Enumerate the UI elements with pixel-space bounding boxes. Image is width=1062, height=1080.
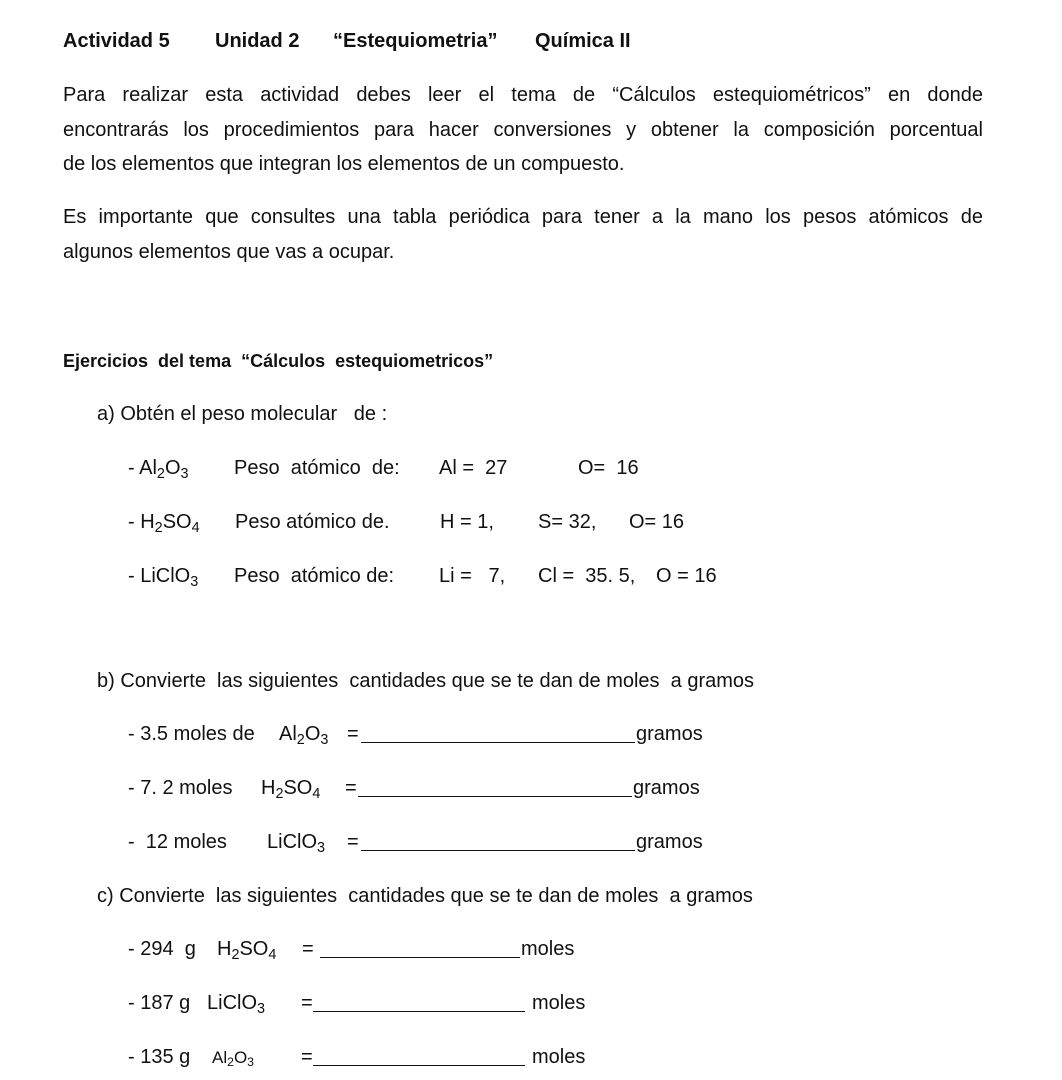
section-c-row-2-equals: = [301, 992, 313, 1014]
section-c-row-3-unit: moles [532, 1046, 586, 1068]
section-b-row-1-quantity: - 3.5 moles de [128, 723, 255, 745]
section-c-row-3-formula: $Al_2O_3$ [212, 1048, 254, 1070]
section-c-title: c) Convierte las siguientes cantidades que se te dan de moles a gramos [97, 885, 753, 907]
exercises-title: Ejercicios del tema “Cálculos estequiometricos” [63, 351, 494, 371]
section-c-row-1-formula: $H_2SO_4$ [217, 938, 277, 964]
section-b-row-1-formula: $Al_2O_3$ [279, 723, 329, 749]
row-prefix: - [128, 457, 140, 479]
section-b-row-1-unit: gramos [636, 723, 703, 745]
section-b-title: b) Convierte las siguientes cantidades que se te dan de moles a gramos [97, 670, 755, 692]
formula-subscript: 2 [154, 520, 163, 537]
section-c-row-1-answer-blank[interactable] [320, 939, 520, 962]
formula-subscript: 4 [312, 786, 321, 803]
chemical-formula: LiClO$_3$ [140, 565, 199, 591]
formula-subscript: 4 [191, 520, 200, 537]
section-a-row-2-value-3: O= 16 [629, 511, 685, 533]
formula-subscript: 2 [231, 947, 240, 964]
intro-paragraph-2 [63, 200, 983, 269]
section-b-row-2-answer-blank[interactable] [358, 778, 632, 801]
header-tema: “Estequiometria” [333, 30, 498, 52]
section-b-row-3-unit: gramos [636, 831, 703, 853]
formula-subscript: 4 [268, 947, 277, 964]
section-a-row-3-value-2: Cl = 35. 5, [538, 565, 636, 587]
section-b-row-2-equals: = [345, 777, 357, 799]
section-a-row-1 [128, 457, 189, 483]
formula-subscript: 3 [180, 466, 189, 483]
row-prefix: - [128, 511, 141, 533]
chemical-formula: $Al_2O_3$ [139, 457, 189, 483]
intro-paragraph-1 [63, 78, 983, 182]
section-a-row-2-value-2: S= 32, [538, 511, 597, 533]
formula-subscript: 3 [320, 732, 329, 749]
section-c-row-1-equals: = [302, 938, 314, 960]
section-c-row-1-unit: moles [521, 938, 575, 960]
intro-p1-line-2: encontrarás los procedimientos para hacer conversiones y obtener la composición porcentual [63, 118, 983, 141]
section-a-row-3-value-3: O = 16 [656, 565, 717, 587]
section-c-row-2-formula: LiClO$_3$ [207, 992, 266, 1018]
formula-subscript: 2 [156, 466, 165, 483]
section-a-row-1-value-1: Al = 27 [439, 457, 508, 479]
chemical-formula: $H_2SO_4$ [140, 511, 200, 537]
section-b-row-2-unit: gramos [633, 777, 700, 799]
section-a-title: a) Obtén el peso molecular de : [97, 403, 388, 425]
formula-subscript: 2 [227, 1055, 234, 1070]
formula-subscript: 3 [247, 1055, 254, 1070]
section-a-row-2 [128, 511, 200, 537]
section-b-row-2-formula: $H_2SO_4$ [261, 777, 321, 803]
header-actividad: Actividad 5 [63, 30, 170, 52]
formula-subscript: 2 [296, 732, 305, 749]
section-b-row-3-equals: = [347, 831, 359, 853]
section-b-row-2-quantity: - 7. 2 moles [128, 777, 233, 799]
section-a-row-3 [128, 565, 199, 591]
row-prefix: - [128, 565, 141, 587]
section-b-row-3-formula: LiClO$_3$ [267, 831, 326, 857]
section-a-row-1-label: Peso atómico de: [234, 457, 400, 479]
formula-subscript: 2 [275, 786, 284, 803]
section-a-row-1-value-2: O= 16 [578, 457, 639, 479]
intro-p1-line-3: de los elementos que integran los elementos de un compuesto. [63, 153, 625, 175]
formula-subscript: 3 [317, 840, 326, 857]
header-unidad: Unidad 2 [215, 30, 300, 52]
section-b-row-3-quantity: - 12 moles [128, 831, 227, 853]
intro-p1-line-1: Para realizar esta actividad debes leer el tema de “Cálculos estequiométricos” en donde [63, 84, 983, 106]
formula-subscript: 3 [190, 574, 199, 591]
section-a-row-3-value-1: Li = 7, [439, 565, 506, 587]
section-c-row-2-unit: moles [532, 992, 586, 1014]
section-b-row-1-answer-blank[interactable] [361, 724, 635, 747]
section-a-row-2-value-1: H = 1, [440, 511, 494, 533]
section-c-row-2-quantity: - 187 g [128, 992, 191, 1014]
section-c-row-3-answer-blank[interactable] [313, 1047, 525, 1070]
section-c-row-3-equals: = [301, 1046, 313, 1068]
section-c-row-1-quantity: - 294 g [128, 938, 196, 960]
section-c-row-3-quantity: - 135 g [128, 1046, 191, 1068]
header-materia: Química II [535, 30, 631, 52]
section-b-row-3-answer-blank[interactable] [361, 832, 635, 855]
intro-p2-line-1: Es importante que consultes una tabla periódica para tener a la mano los pesos atómicos de [63, 206, 983, 228]
section-a-row-2-label: Peso atómico de. [235, 511, 390, 533]
section-b-row-1-equals: = [347, 723, 359, 745]
section-a-row-3-label: Peso atómico de: [234, 565, 395, 587]
section-c-row-2-answer-blank[interactable] [313, 993, 525, 1016]
formula-subscript: 3 [257, 1001, 266, 1018]
intro-p2-line-2: algunos elementos que vas a ocupar. [63, 240, 395, 263]
